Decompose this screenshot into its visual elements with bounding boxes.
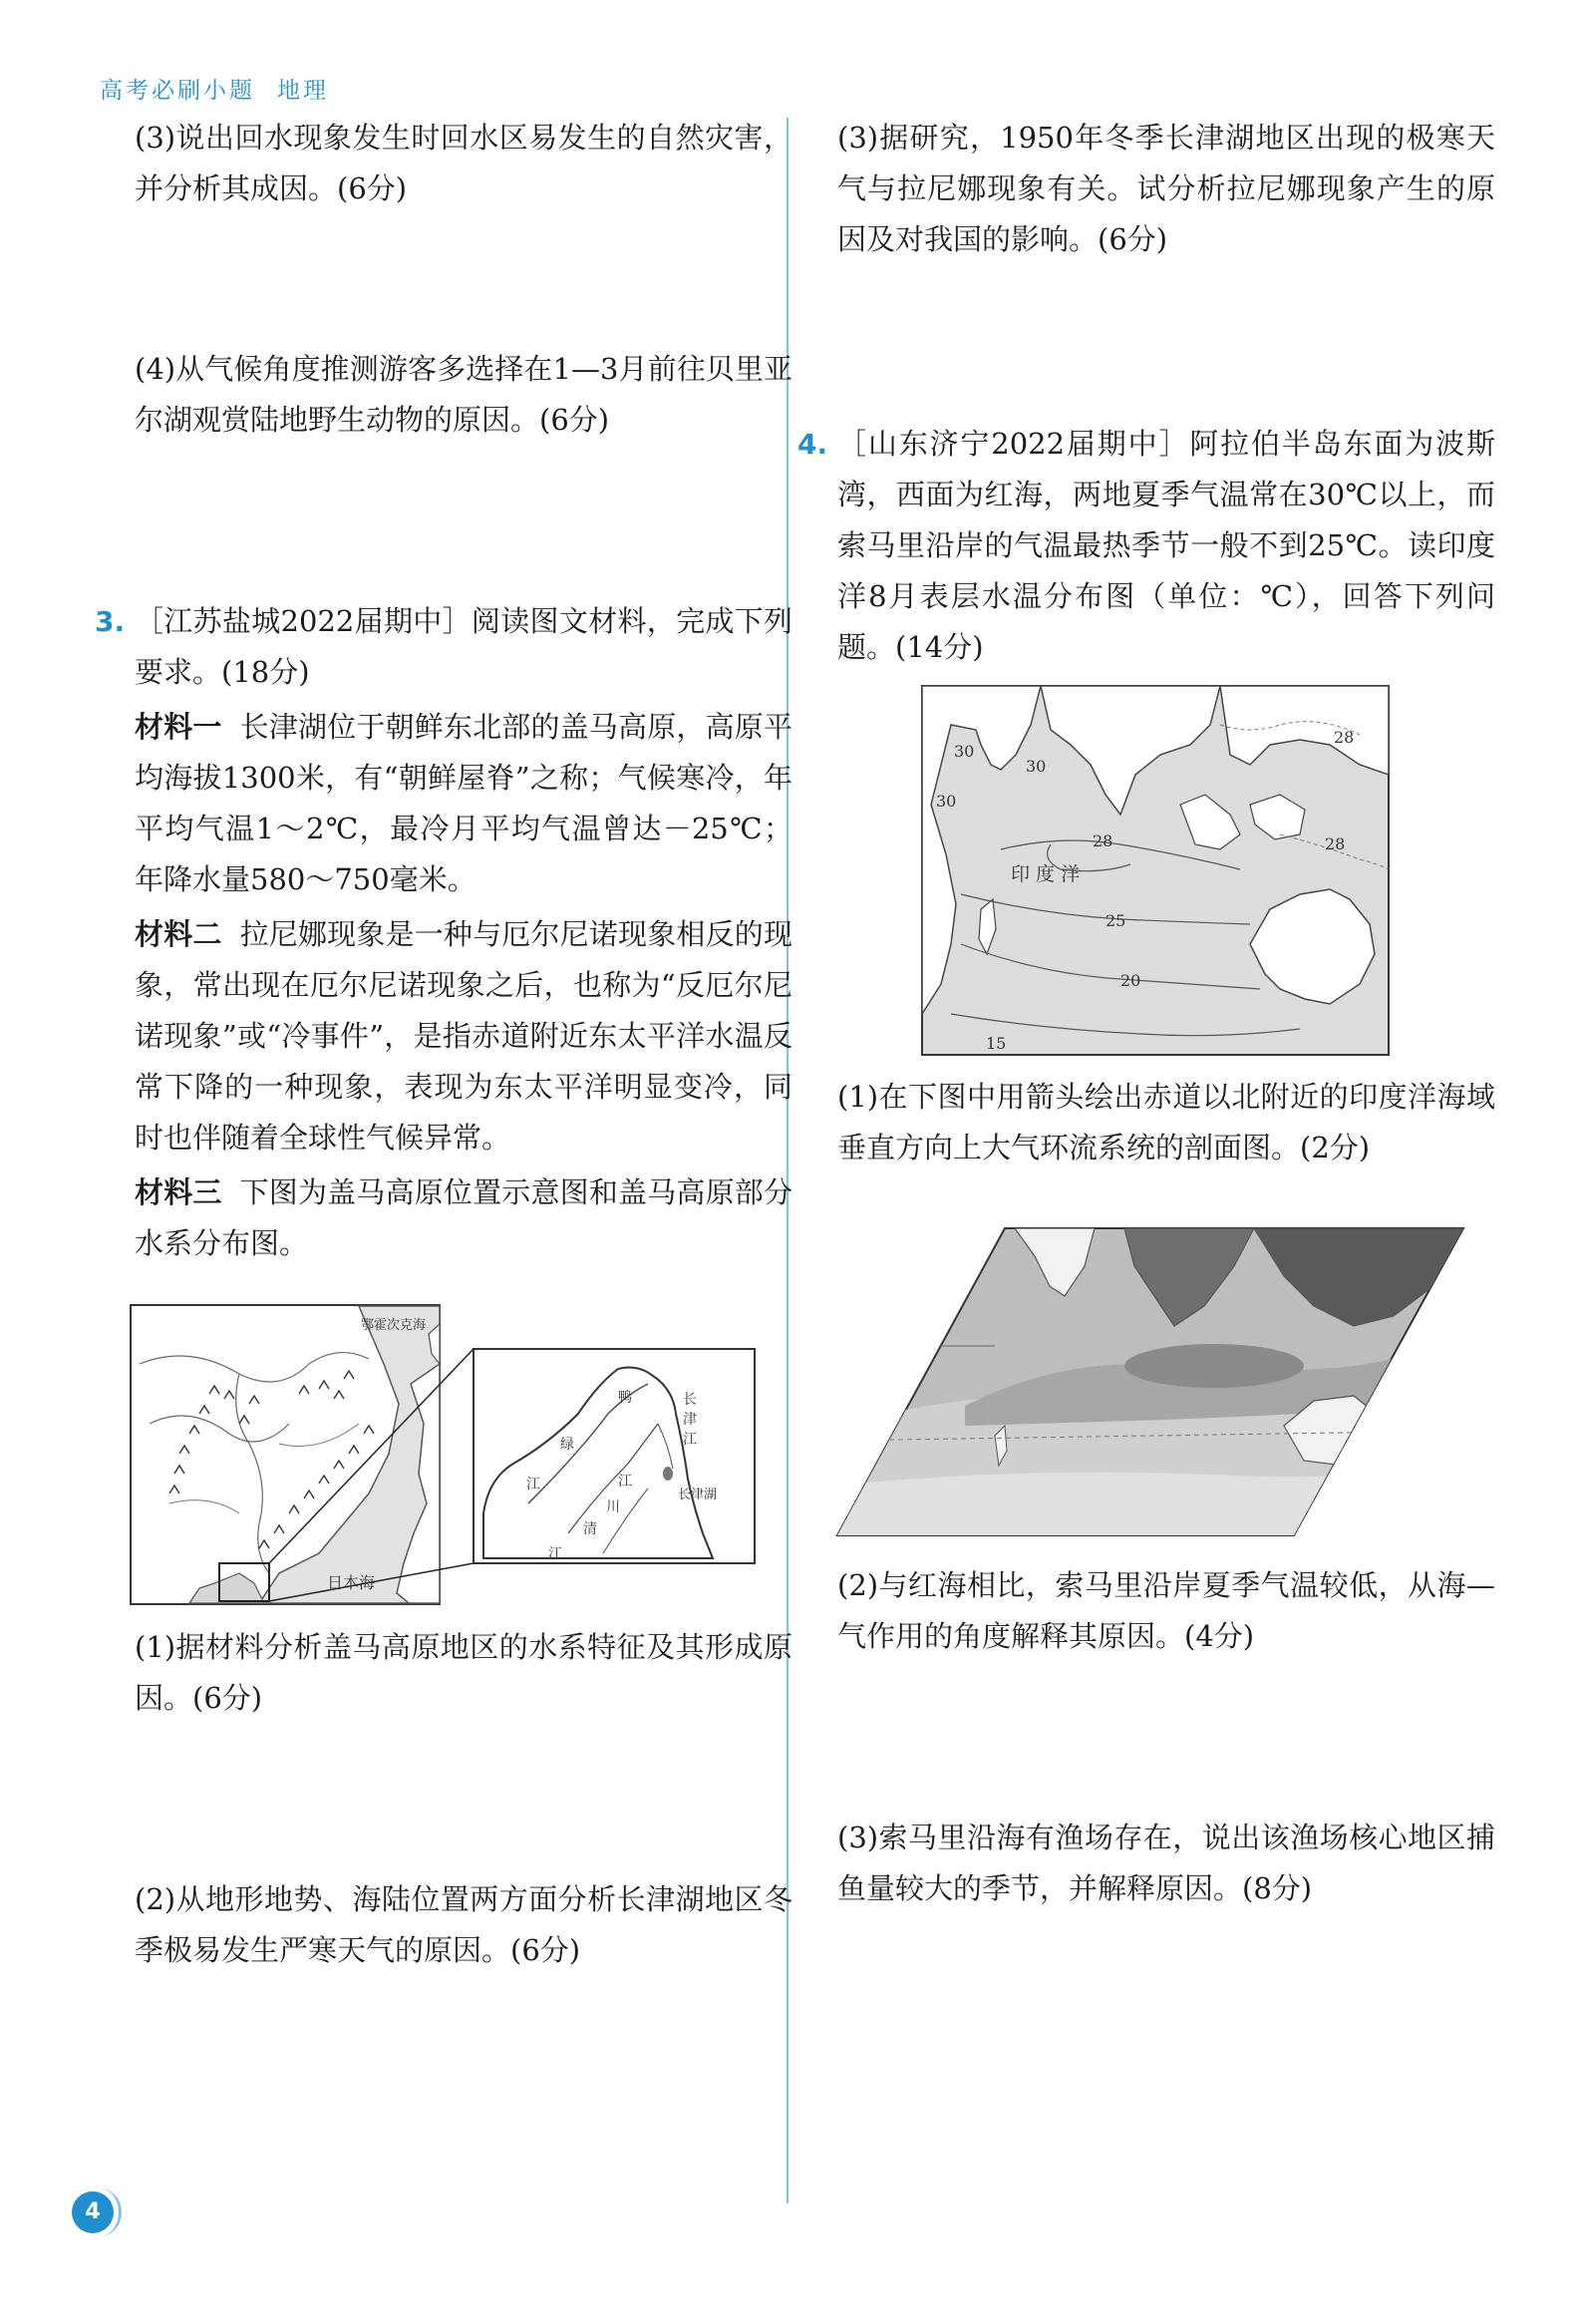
label-chang: 长 bbox=[683, 1392, 697, 1408]
label-yalu-1: 鸭 bbox=[618, 1390, 632, 1406]
question-4 bbox=[797, 419, 1495, 673]
label-jiang-2: 江 bbox=[548, 1546, 562, 1562]
material-3-label: 材料三 bbox=[135, 1175, 222, 1209]
label-jiang-3: 江 bbox=[683, 1432, 697, 1448]
label-japan-sea: 日本海 bbox=[327, 1573, 376, 1592]
label-okhotsk: 鄂霍次克海 bbox=[361, 1318, 427, 1333]
question-3 bbox=[95, 596, 792, 1269]
question-4-1 bbox=[837, 1072, 1495, 1173]
question-4-1-text: (1)在下图中用箭头绘出赤道以北附近的印度洋海域垂直方向上大气环流系统的剖面图。(2分) bbox=[837, 1080, 1495, 1164]
label-jiang: 江 bbox=[618, 1474, 632, 1490]
material-2-text: 拉尼娜现象是一种与厄尔尼诺现象相反的现象，常出现在厄尔尼诺现象之后，也称为“反厄尔尼诺现象”或“冷事件”，是指赤道附近东太平洋水温反常下降的一种现象，表现为东太平洋明显变冷，同时也伴随着全球性气候异常。 bbox=[135, 917, 792, 1155]
material-1-label: 材料一 bbox=[135, 710, 222, 744]
question-2-4 bbox=[135, 344, 792, 446]
label-20: 20 bbox=[1120, 971, 1141, 990]
page-number: 4 bbox=[72, 2191, 114, 2233]
label-28-b: 28 bbox=[1334, 728, 1355, 747]
label-30-b: 30 bbox=[1026, 757, 1047, 776]
question-2-3 bbox=[135, 113, 792, 214]
page-header bbox=[100, 72, 329, 105]
material-3 bbox=[135, 1167, 792, 1269]
question-3-1-text: (1)据材料分析盖马高原地区的水系特征及其形成原因。(6分) bbox=[135, 1630, 792, 1715]
material-2 bbox=[135, 909, 792, 1163]
label-15: 15 bbox=[986, 1034, 1007, 1053]
header-series: 高考必刷小题 bbox=[100, 78, 255, 104]
header-subject: 地理 bbox=[277, 78, 329, 104]
question-4-2-text: (2)与红海相比，索马里沿岸夏季气温较低，从海—气作用的角度解释其原因。(4分) bbox=[837, 1568, 1495, 1653]
indian-ocean-temperature-map bbox=[921, 685, 1390, 1056]
label-25: 25 bbox=[1105, 911, 1126, 930]
material-1-text: 长津湖位于朝鲜东北部的盖马高原，高原平均海拔1300米，有“朝鲜屋脊”之称；气候寒冷，年平均气温1～2℃，最冷月平均气温曾达－25℃；年降水量580～750毫米。 bbox=[135, 710, 792, 896]
question-4-stem: ［山东济宁2022届期中］阿拉伯半岛东面为波斯湾，西面为红海，两地夏季气温常在30℃以上，而索马里沿岸的气温最热季节一般不到25℃。读印度洋8月表层水温分布图（单位：℃），回答下列问题。(14分) bbox=[837, 427, 1495, 664]
question-3-number: 3. bbox=[95, 605, 126, 638]
label-indian-ocean: 印 度 洋 bbox=[1011, 863, 1081, 885]
question-3-2 bbox=[135, 1874, 792, 1976]
page-number-badge bbox=[72, 2191, 118, 2237]
label-28-c: 28 bbox=[1325, 834, 1346, 853]
question-3-2-text: (2)从地形地势、海陆位置两方面分析长津湖地区冬季极易发生严寒天气的原因。(6分) bbox=[135, 1882, 792, 1967]
material-2-label: 材料二 bbox=[135, 917, 222, 951]
label-30-c: 30 bbox=[936, 792, 957, 811]
question-3-3 bbox=[837, 113, 1495, 265]
question-3-1 bbox=[135, 1622, 792, 1724]
circulation-drawing-map bbox=[835, 1226, 1465, 1537]
question-4-3-text: (3)索马里沿海有渔场存在，说出该渔场核心地区捕鱼量较大的季节，并解释原因。(8分) bbox=[837, 1821, 1495, 1905]
question-4-3 bbox=[837, 1813, 1495, 1914]
question-3-3-text: (3)据研究，1950年冬季长津湖地区出现的极寒天气与拉尼娜现象有关。试分析拉尼娜现象产生的原因及对我国的影响。(6分) bbox=[837, 121, 1495, 256]
label-yalu-3: 江 bbox=[526, 1477, 540, 1493]
gaima-plateau-map bbox=[130, 1304, 763, 1613]
label-qing: 清 bbox=[583, 1521, 597, 1537]
label-chuan: 川 bbox=[606, 1499, 620, 1515]
material-1 bbox=[135, 702, 792, 905]
material-3-text: 下图为盖马高原位置示意图和盖马高原部分水系分布图。 bbox=[135, 1175, 792, 1260]
question-4-2 bbox=[837, 1560, 1495, 1662]
label-30-a: 30 bbox=[954, 742, 975, 761]
question-2-4-text: (4)从气候角度推测游客多选择在1—3月前往贝里亚尔湖观赏陆地野生动物的原因。(6分) bbox=[135, 352, 792, 437]
question-3-stem: ［江苏盐城2022届期中］阅读图文材料，完成下列要求。(18分) bbox=[135, 604, 792, 689]
question-2-3-text: (3)说出回水现象发生时回水区易发生的自然灾害，并分析其成因。(6分) bbox=[135, 121, 792, 205]
question-4-number: 4. bbox=[797, 428, 828, 461]
label-jin: 津 bbox=[683, 1412, 697, 1428]
label-28-a: 28 bbox=[1093, 831, 1113, 850]
label-yalu-2: 绿 bbox=[560, 1437, 574, 1453]
label-changjin-lake: 长津湖 bbox=[678, 1488, 718, 1502]
